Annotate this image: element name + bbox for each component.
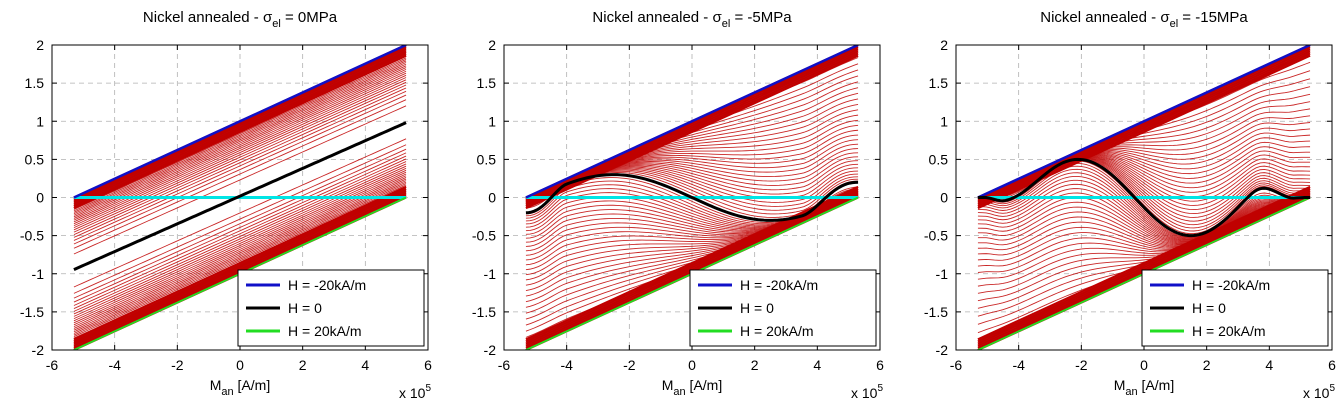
- y-tick-label: 0: [488, 189, 496, 206]
- legend-label: H = 20kA/m: [1192, 323, 1266, 339]
- x-tick-label: 0: [688, 357, 696, 373]
- x-label-main: M: [1113, 377, 1126, 393]
- x-multiplier-base: x 10: [1302, 385, 1330, 401]
- y-tick-label: 2: [36, 37, 44, 53]
- title-sigma-sub: el: [721, 18, 731, 30]
- legend-label: H = -20kA/m: [1192, 277, 1271, 293]
- x-tick-label: -6: [949, 357, 963, 373]
- x-tick-label: 0: [236, 357, 244, 373]
- x-label-sub: an: [673, 386, 686, 398]
- x-tick-label: 6: [424, 357, 432, 373]
- x-axis-label: [210, 377, 270, 398]
- legend-label: H = -20kA/m: [740, 277, 819, 293]
- y-tick-label: -0.5: [923, 227, 948, 244]
- legend-label: H = 0: [288, 300, 322, 316]
- x-tick-label: 0: [1140, 357, 1148, 373]
- x-tick-label: 2: [750, 357, 759, 373]
- x-tick-label: -4: [1012, 357, 1025, 373]
- chart-panel-1: [20, 9, 432, 401]
- legend-label: H = 20kA/m: [740, 323, 814, 339]
- x-tick-label: 6: [876, 357, 884, 373]
- legend-label: H = -20kA/m: [288, 277, 367, 293]
- x-tick-label: -2: [1075, 357, 1088, 373]
- y-tick-label: -1: [935, 265, 948, 282]
- x-tick-label: -4: [108, 357, 121, 373]
- x-multiplier: [399, 383, 431, 401]
- chart-title: [143, 9, 338, 30]
- x-tick-label: -2: [623, 357, 636, 373]
- y-tick-label: 2: [488, 37, 496, 53]
- y-tick-label: 0.5: [24, 151, 44, 168]
- y-tick-label: 1: [488, 113, 496, 130]
- chart-title: [1040, 9, 1248, 30]
- x-tick-label: -2: [171, 357, 184, 373]
- y-tick-label: 1: [36, 113, 44, 130]
- x-tick-label: -6: [45, 357, 59, 373]
- title-suffix: = -5MPa: [730, 9, 792, 26]
- legend-label: H = 20kA/m: [288, 323, 362, 339]
- x-tick-label: 4: [813, 357, 822, 373]
- x-multiplier: [851, 383, 883, 401]
- x-tick-label: 2: [1202, 357, 1211, 373]
- y-tick-label: -0.5: [19, 227, 44, 244]
- y-tick-label: 0.5: [476, 151, 496, 168]
- chart-title: [592, 9, 792, 30]
- y-tick-label: 1.5: [24, 75, 44, 92]
- y-tick-label: -2: [483, 342, 496, 358]
- chart-panel-2: [472, 9, 884, 401]
- title-sigma: σ: [712, 9, 722, 26]
- y-tick-label: -1: [483, 265, 496, 282]
- x-axis-label: [1114, 377, 1174, 398]
- y-tick-label: -1.5: [19, 303, 44, 320]
- legend: [1142, 270, 1328, 346]
- y-tick-label: -2: [935, 342, 948, 358]
- y-tick-label: 0.5: [928, 151, 948, 168]
- y-tick-label: -2: [31, 342, 44, 358]
- y-tick-label: -0.5: [471, 227, 496, 244]
- x-label-unit: [A/m]: [1137, 377, 1175, 393]
- x-multiplier-exp: 5: [425, 383, 431, 394]
- x-multiplier: [1303, 383, 1335, 401]
- title-sigma: σ: [1160, 9, 1170, 26]
- y-tick-label: -1.5: [923, 303, 948, 320]
- title-sigma: σ: [262, 9, 273, 26]
- title-prefix: Nickel annealed -: [592, 9, 713, 26]
- legend: [238, 270, 424, 346]
- x-multiplier-base: x 10: [398, 385, 426, 401]
- x-label-unit: [A/m]: [685, 377, 723, 393]
- y-tick-label: 0: [940, 189, 948, 206]
- title-suffix: = -15MPa: [1178, 9, 1248, 26]
- chart-panel-3: [924, 9, 1336, 401]
- x-label-unit: [A/m]: [233, 377, 271, 393]
- x-multiplier-exp: 5: [1329, 383, 1335, 394]
- legend-label: H = 0: [1192, 300, 1226, 316]
- x-tick-label: 2: [298, 357, 307, 373]
- x-label-main: M: [661, 377, 674, 393]
- x-tick-label: 4: [361, 357, 370, 373]
- legend-label: H = 0: [740, 300, 774, 316]
- title-sigma-sub: el: [272, 18, 281, 30]
- x-label-sub: an: [1125, 386, 1138, 398]
- x-multiplier-exp: 5: [877, 383, 883, 394]
- x-multiplier-base: x 10: [850, 385, 878, 401]
- y-tick-label: 2: [940, 37, 948, 53]
- legend: [690, 270, 876, 346]
- y-tick-label: 0: [36, 189, 44, 206]
- x-tick-label: 6: [1328, 357, 1336, 373]
- title-prefix: Nickel annealed -: [142, 9, 263, 26]
- x-axis-label: [662, 377, 722, 398]
- y-tick-label: -1: [31, 265, 44, 282]
- x-label-main: M: [209, 377, 222, 393]
- title-sigma-sub: el: [1169, 18, 1179, 30]
- y-tick-label: -1.5: [471, 303, 496, 320]
- x-tick-label: -4: [560, 357, 573, 373]
- x-label-sub: an: [221, 386, 234, 398]
- y-tick-label: 1: [940, 113, 948, 130]
- y-tick-label: 1.5: [476, 75, 496, 92]
- title-suffix: = 0MPa: [280, 9, 338, 26]
- x-tick-label: 4: [1265, 357, 1274, 373]
- y-tick-label: 1.5: [928, 75, 948, 92]
- x-tick-label: -6: [497, 357, 511, 373]
- title-prefix: Nickel annealed -: [1040, 9, 1161, 26]
